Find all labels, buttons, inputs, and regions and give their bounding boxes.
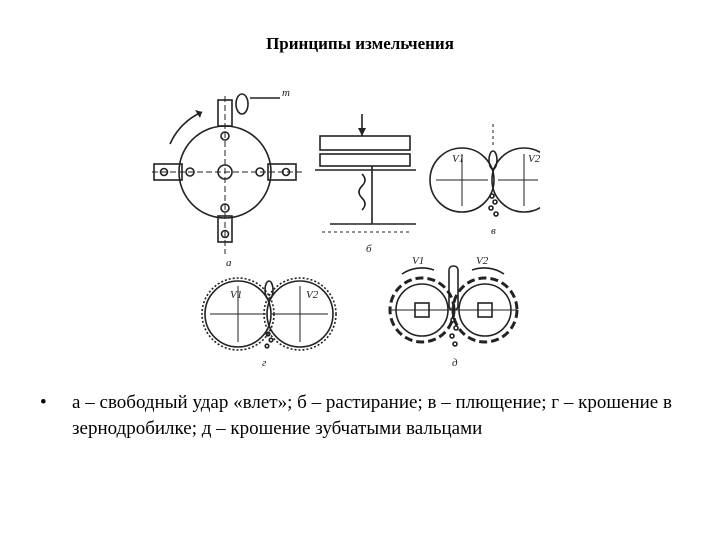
label-d: д <box>452 357 458 369</box>
crushing-principles-diagram <box>140 84 540 374</box>
panel-d-toothed-rolls <box>390 266 517 346</box>
slide-title: Принципы измельчения <box>266 34 454 53</box>
label-b: б <box>366 243 372 255</box>
label-v: в <box>491 225 496 237</box>
label-v1-rolls: V1 <box>452 153 465 165</box>
label-v2-toothed: V2 <box>476 255 489 267</box>
label-v2-rolls: V2 <box>528 153 540 165</box>
label-m: m <box>282 87 290 99</box>
caption-list-item <box>40 390 672 442</box>
bullet-icon: • <box>40 392 47 413</box>
label-v1-toothed: V1 <box>412 255 425 267</box>
panel-v-flattening <box>430 124 540 216</box>
caption-text: а – свободный удар «влет»; б – растирание; в – плющение; г – крошение в зернодробилке; д – крошение зубчатыми вальцами <box>72 392 672 439</box>
label-v1-mill: V1 <box>230 289 243 301</box>
label-a: а <box>226 257 232 269</box>
panel-a-free-impact <box>152 94 305 254</box>
label-g: г <box>262 357 267 369</box>
panel-b-rubbing <box>315 114 416 232</box>
label-v2-mill: V2 <box>306 289 319 301</box>
